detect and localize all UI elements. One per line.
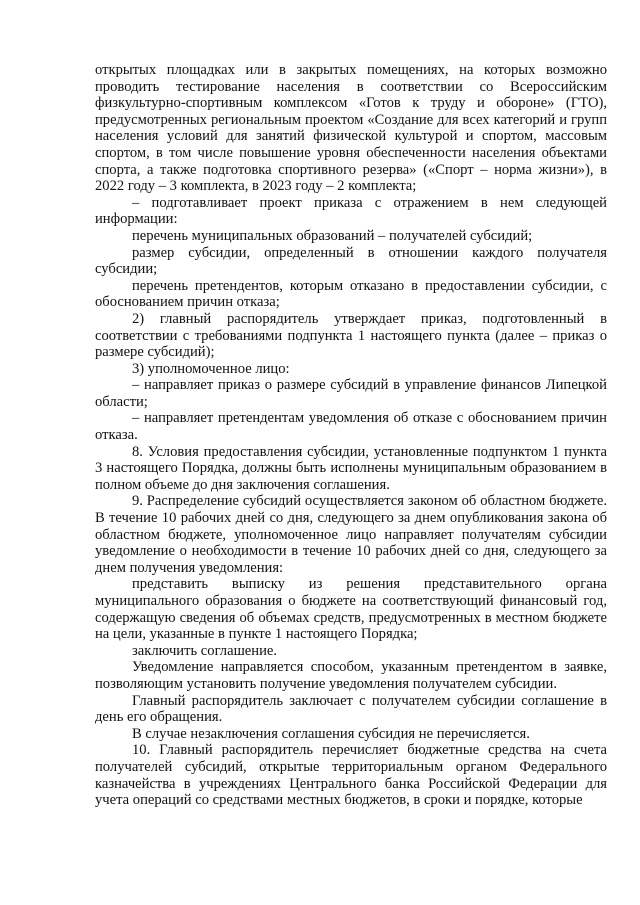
paragraph: Главный распорядитель заключает с получателем субсидии соглашение в день его обращения.	[95, 692, 607, 726]
paragraph: 2) главный распорядитель утверждает приказ, подготовленный в соответствии с требованиями подпункта 1 настоящего пункта (далее – приказ о размере субсидий);	[95, 310, 607, 361]
paragraph: – направляет приказ о размере субсидий в управление финансов Липецкой области;	[95, 377, 607, 410]
paragraph: заключить соглашение.	[132, 642, 278, 659]
paragraph: перечень муниципальных образований – получателей субсидий;	[132, 227, 533, 244]
paragraph: перечень претендентов, которым отказано в предоставлении субсидии, с обоснованием причин отказа;	[95, 277, 607, 311]
paragraph: – подготавливает проект приказа с отражением в нем следующей информации:	[95, 194, 607, 228]
paragraph: 10. Главный распорядитель перечисляет бюджетные средства на счета получателей субсидий, открытые территориальным органом Федерального казначейства в учреждениях Центрального банка Российской Федерации для учета операций со средствами местных бюджетов, в сроки и порядке, которые	[95, 742, 607, 809]
paragraph: Уведомление направляется способом, указанным претендентом в заявке, позволяющим установить получение уведомления получателем субсидии.	[95, 659, 607, 692]
paragraph: 9. Распределение субсидий осуществляется законом об областном бюджете. В течение 10 рабочих дней со дня, следующего за днем опубликования закона об областном бюджете, уполномоченное лицо направляет получателям субсидии уведомление о необходимости в течение 10 рабочих дней со дня, следующего за днем получения уведомления:	[95, 493, 607, 576]
paragraph: открытых площадках или в закрытых помещениях, на которых возможно проводить тестирование населения в соответствии со Всероссийским физкультурно-спортивным комплексом «Готов к труду и обороне» (ГТО), предусмотренных региональным проектом «Создание для всех категорий и групп населения условий для занятий физической культурой и спортом, массовым спортом, в том числе повышение уровня обеспеченности населения объектами спорта, а также подготовка спортивного резерва» («Спорт – норма жизни»), в 2022 году – 3 комплекта, в 2023 году – 2 комплекта;	[95, 62, 607, 195]
document-page	[95, 62, 607, 809]
paragraph: представить выписку из решения представительного органа муниципального образования о бюджете на соответствующий финансовый год, содержащую сведения об объемах средств, предусмотренных в местном бюджете на цели, указанные в пункте 1 настоящего Порядка;	[95, 576, 607, 643]
paragraph: – направляет претендентам уведомления об отказе с обоснованием причин отказа.	[95, 410, 607, 444]
paragraph: 3) уполномоченное лицо:	[132, 360, 290, 377]
paragraph: размер субсидии, определенный в отношении каждого получателя субсидии;	[95, 244, 607, 278]
paragraph: 8. Условия предоставления субсидии, установленные подпунктом 1 пункта 3 настоящего Порядка, должны быть исполнены муниципальным образованием в полном объеме до дня заключения соглашения.	[95, 443, 607, 493]
paragraph: В случае незаключения соглашения субсидия не перечисляется.	[132, 725, 530, 742]
